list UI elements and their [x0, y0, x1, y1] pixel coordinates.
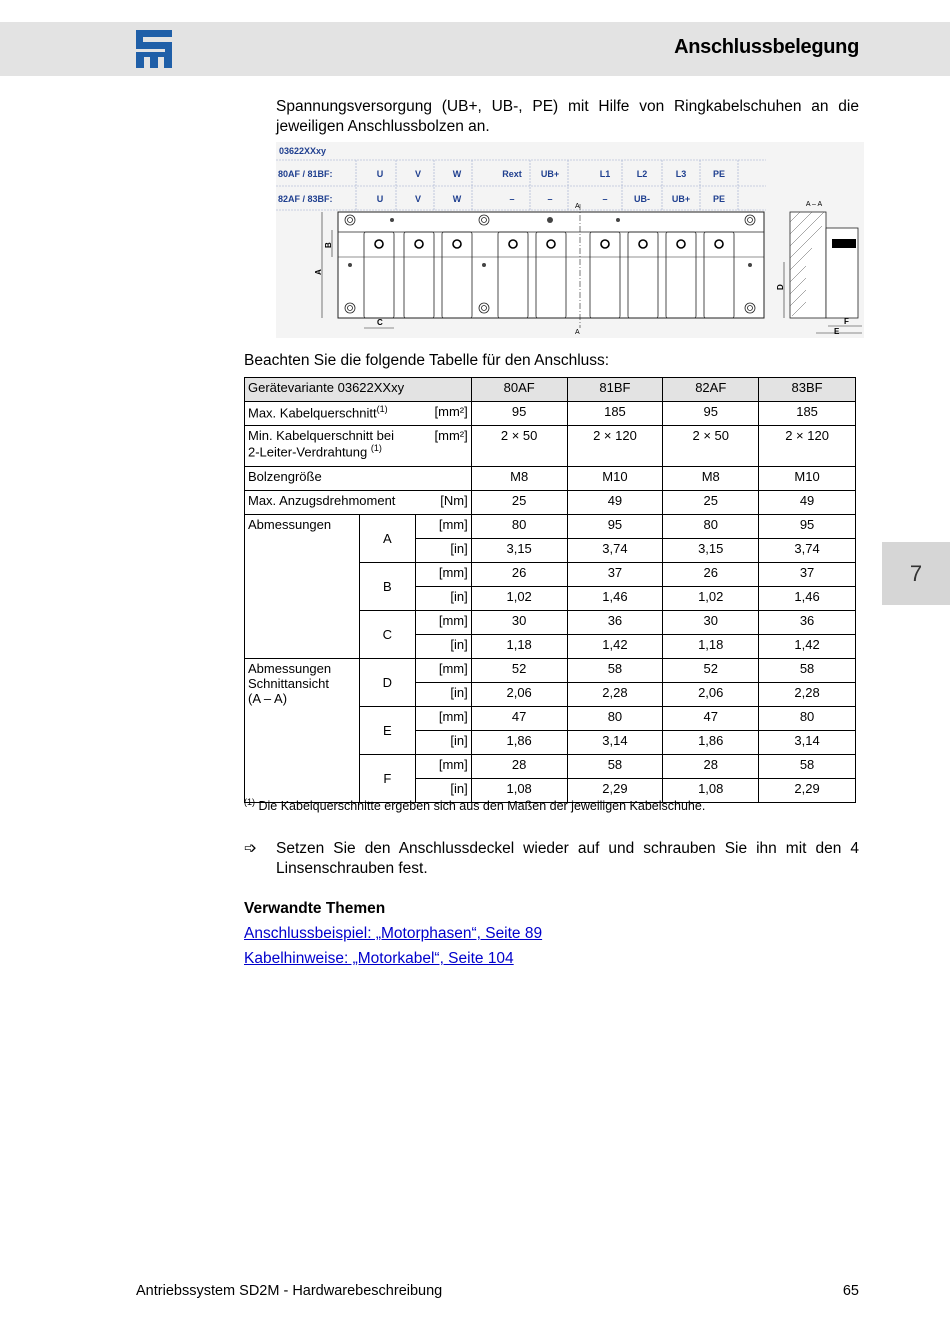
table-cell: 2,29	[759, 779, 856, 803]
table-cell: 2,06	[663, 683, 759, 707]
diagram-cell: W	[452, 169, 462, 179]
table-cell: 26	[471, 563, 567, 587]
dim-name: E	[359, 707, 415, 755]
row-unit: [in]	[415, 779, 471, 803]
table-cell: 3,15	[471, 539, 567, 563]
chapter-tab: 7	[882, 542, 950, 605]
table-cell: 52	[471, 659, 567, 683]
table-cell: 1,42	[759, 635, 856, 659]
arrow-icon: ➩	[244, 840, 257, 857]
row-unit: [mm]	[415, 515, 471, 539]
terminal-diagram	[276, 142, 864, 338]
table-cell: 25	[471, 491, 567, 515]
table-cell: 28	[471, 755, 567, 779]
diagram-row1-label: 80AF / 81BF:	[278, 169, 333, 179]
diagram-cell: L3	[675, 169, 687, 179]
table-row	[245, 491, 856, 515]
related-topics-title: Verwandte Themen	[244, 900, 386, 917]
diagram-cell: UB-	[634, 194, 650, 204]
instruction-step	[244, 839, 859, 879]
table-header-label: Gerätevariante 03622XXxy	[245, 378, 472, 402]
related-link-motorkabel[interactable]: Kabelhinweise: „Motorkabel“, Seite 104	[244, 950, 514, 967]
table-cell: 95	[471, 402, 567, 426]
table-intro: Beachten Sie die folgende Tabelle für den Anschluss:	[244, 352, 610, 369]
table-cell: M10	[759, 467, 856, 491]
table-cell: 58	[567, 659, 663, 683]
diagram-cell: Rext	[502, 169, 522, 179]
table-cell: 36	[567, 611, 663, 635]
table-row	[245, 515, 856, 539]
diagram-row2-label: 82AF / 83BF:	[278, 194, 333, 204]
dim-name: A	[359, 515, 415, 563]
table-cell: 37	[567, 563, 663, 587]
table-cell: 80	[567, 707, 663, 731]
diagram-dim-a: A	[314, 269, 323, 275]
table-cell: 80	[663, 515, 759, 539]
table-cell: 2,29	[567, 779, 663, 803]
dim-name: F	[359, 755, 415, 803]
group-label: Abmessungen	[245, 515, 360, 659]
diagram-cell: V	[414, 169, 422, 179]
table-cell: 26	[663, 563, 759, 587]
diagram-model-label: 03622XXxy	[279, 146, 327, 156]
table-cell: 185	[759, 402, 856, 426]
table-cell: 2 × 120	[567, 426, 663, 467]
table-cell: 36	[759, 611, 856, 635]
diagram-cell: W	[452, 194, 462, 204]
diagram-dim-c: C	[377, 318, 383, 327]
table-cell: 1,42	[567, 635, 663, 659]
table-cell: 30	[471, 611, 567, 635]
diagram-cell: –	[602, 194, 608, 204]
table-header-col: 80AF	[471, 378, 567, 402]
table-cell: 2,28	[759, 683, 856, 707]
table-cell: 95	[759, 515, 856, 539]
table-row	[245, 426, 856, 467]
table-cell: 2,06	[471, 683, 567, 707]
diagram-section-label: A – A	[805, 201, 823, 208]
row-unit: [in]	[415, 635, 471, 659]
table-cell: 80	[471, 515, 567, 539]
diagram-dim-b: B	[324, 242, 333, 248]
diagram-cell: PE	[712, 169, 726, 179]
page-number: 65	[842, 1283, 859, 1299]
table-cell: 1,18	[471, 635, 567, 659]
table-header-col: 83BF	[759, 378, 856, 402]
row-unit: [in]	[415, 587, 471, 611]
row-unit: [mm²]	[415, 402, 471, 426]
table-cell: 3,15	[663, 539, 759, 563]
table-cell: 2 × 120	[759, 426, 856, 467]
diagram-cell: –	[509, 194, 515, 204]
group-label: Abmessungen Schnittansicht (A – A)	[245, 659, 360, 803]
table-cell: 1,86	[471, 731, 567, 755]
table-cell: 30	[663, 611, 759, 635]
table-cell: 1,18	[663, 635, 759, 659]
diagram-cell: PE	[712, 194, 726, 204]
row-label: Bolzengröße	[245, 467, 472, 491]
table-cell: 3,74	[567, 539, 663, 563]
row-unit: [mm]	[415, 659, 471, 683]
table-cell: M8	[471, 467, 567, 491]
table-cell: 47	[471, 707, 567, 731]
diagram-cell: V	[414, 194, 422, 204]
diagram-cell: UB+	[671, 194, 691, 204]
table-cell: 47	[663, 707, 759, 731]
spec-table	[244, 377, 856, 803]
diagram-cell: UB+	[540, 169, 560, 179]
diagram-dim-d: D	[776, 284, 785, 290]
table-cell: 58	[567, 755, 663, 779]
table-cell: 2 × 50	[663, 426, 759, 467]
row-unit: [mm²]	[415, 426, 471, 467]
table-cell: 2 × 50	[471, 426, 567, 467]
table-cell: 25	[663, 491, 759, 515]
table-row	[245, 659, 856, 683]
diagram-cut-top: A	[575, 203, 580, 210]
diagram-dim-e: E	[834, 327, 840, 336]
table-cell: 58	[759, 755, 856, 779]
table-cell: 95	[567, 515, 663, 539]
table-cell: 28	[663, 755, 759, 779]
table-cell: M8	[663, 467, 759, 491]
intro-paragraph: Spannungsversorgung (UB+, UB-, PE) mit Hilfe von Ringkabelschuhen an die jeweiligen Anschlussbolzen an.	[276, 98, 859, 135]
dim-name: C	[359, 611, 415, 659]
table-cell: M10	[567, 467, 663, 491]
table-cell: 1,08	[471, 779, 567, 803]
row-unit: [in]	[415, 683, 471, 707]
row-label: Max. Anzugsdrehmoment	[245, 491, 416, 515]
table-cell: 2,28	[567, 683, 663, 707]
dim-name: B	[359, 563, 415, 611]
table-cell: 1,46	[567, 587, 663, 611]
table-cell: 80	[759, 707, 856, 731]
table-cell: 3,14	[567, 731, 663, 755]
dim-name: D	[359, 659, 415, 707]
table-cell: 185	[567, 402, 663, 426]
table-cell: 1,02	[471, 587, 567, 611]
table-header-row	[245, 378, 856, 402]
table-cell: 95	[663, 402, 759, 426]
row-unit: [in]	[415, 539, 471, 563]
row-unit: [mm]	[415, 707, 471, 731]
step-text: Setzen Sie den Anschlussdeckel wieder auf und schrauben Sie ihn mit den 4 Linsenschrauben fest.	[276, 840, 859, 877]
table-cell: 1,46	[759, 587, 856, 611]
company-logo	[136, 30, 172, 68]
table-cell: 49	[567, 491, 663, 515]
diagram-cell: L2	[636, 169, 648, 179]
table-cell: 58	[759, 659, 856, 683]
row-label: Min. Kabelquerschnitt bei 2-Leiter-Verdrahtung $^{(1)}$	[245, 426, 416, 467]
row-unit: [mm]	[415, 611, 471, 635]
table-cell: 1,02	[663, 587, 759, 611]
table-cell: 52	[663, 659, 759, 683]
page-title: Anschlussbelegung	[674, 36, 859, 58]
row-unit: [in]	[415, 731, 471, 755]
row-unit: [mm]	[415, 563, 471, 587]
row-unit: [Nm]	[415, 491, 471, 515]
related-link-motorphasen[interactable]: Anschlussbeispiel: „Motorphasen“, Seite 89	[244, 925, 543, 942]
diagram-cell: U	[376, 169, 384, 179]
table-cell: 3,14	[759, 731, 856, 755]
footer-doc-title: Antriebssystem SD2M - Hardwarebeschreibung	[136, 1283, 443, 1299]
table-cell: 1,86	[663, 731, 759, 755]
table-header-col: 82AF	[663, 378, 759, 402]
table-row	[245, 402, 856, 426]
diagram-dim-f: F	[844, 317, 849, 326]
table-cell: 1,08	[663, 779, 759, 803]
table-cell: 37	[759, 563, 856, 587]
diagram-cut-bottom: A	[575, 329, 580, 336]
table-footnote: $^{(1)}$ Die Kabelquerschnitte ergeben sich aus den Maßen der jeweiligen Kabelschuhe.	[244, 797, 706, 814]
diagram-cell: L1	[599, 169, 611, 179]
diagram-cell: U	[376, 194, 384, 204]
diagram-cell: –	[547, 194, 553, 204]
table-cell: 3,74	[759, 539, 856, 563]
row-label: Max. Kabelquerschnitt$^{(1)}$	[245, 402, 416, 426]
table-row	[245, 467, 856, 491]
row-unit: [mm]	[415, 755, 471, 779]
table-cell: 49	[759, 491, 856, 515]
table-header-col: 81BF	[567, 378, 663, 402]
